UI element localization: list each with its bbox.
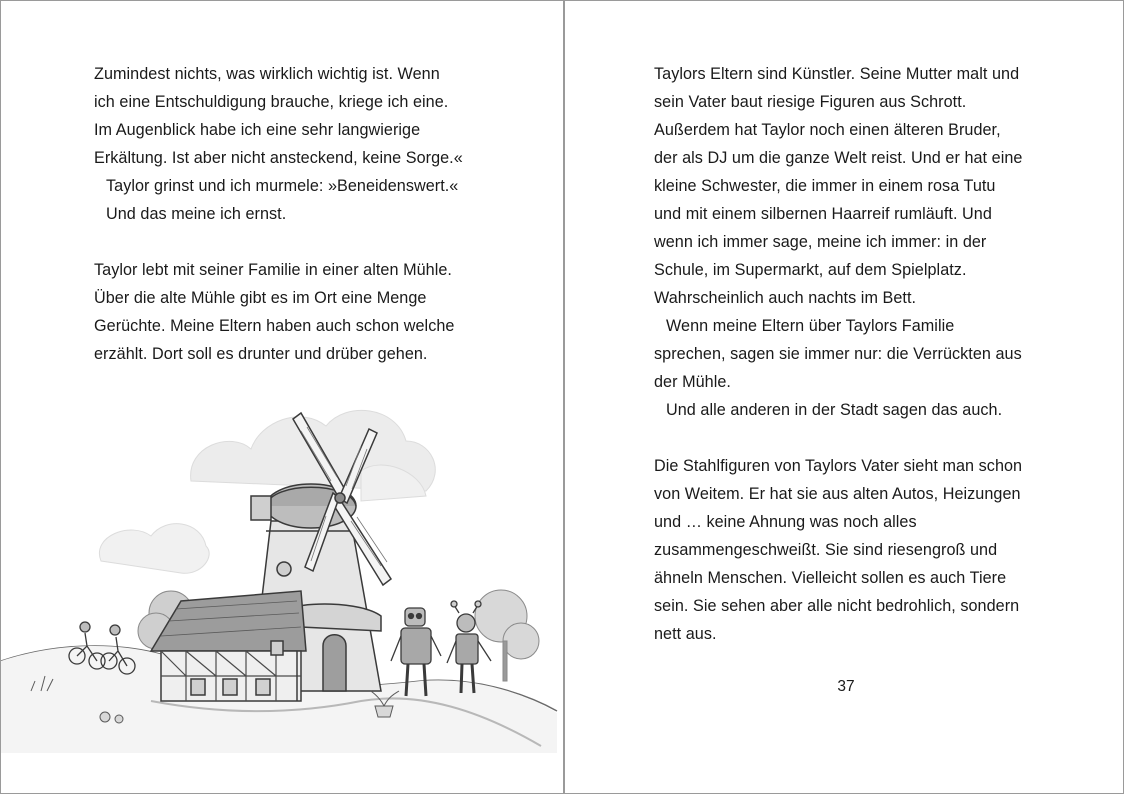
- text-line: Erkältung. Ist aber nicht ansteckend, keine Sorge.«: [94, 149, 463, 167]
- text-line: Wahrscheinlich auch nachts im Bett.: [654, 289, 917, 307]
- text-line: Im Augenblick habe ich eine sehr langwierige: [94, 121, 421, 139]
- text-line: sein Vater baut riesige Figuren aus Schrott.: [654, 93, 967, 111]
- left-page: [1, 1, 563, 793]
- text-line: erzählt. Dort soll es drunter und drüber gehen.: [94, 345, 428, 363]
- text-line: Über die alte Mühle gibt es im Ort eine Menge: [94, 289, 427, 307]
- text-line: Taylor lebt mit seiner Familie in einer alten Mühle.: [94, 261, 452, 279]
- paragraph-gap: [94, 228, 514, 256]
- text-line: Die Stahlfiguren von Taylors Vater sieht man schon: [654, 457, 1023, 475]
- text-line: ähneln Menschen. Vielleicht sollen es auch Tiere: [654, 569, 1007, 587]
- text-line: Und alle anderen in der Stadt sagen das auch.: [666, 401, 1003, 419]
- text-line: sprechen, sagen sie immer nur: die Verrückten aus: [654, 345, 1022, 363]
- text-line: Zumindest nichts, was wirklich wichtig ist. Wenn: [94, 65, 440, 83]
- text-line: und … keine Ahnung was noch alles: [654, 513, 917, 531]
- text-line: von Weitem. Er hat sie aus alten Autos, Heizungen: [654, 485, 1021, 503]
- right-page-text: [654, 60, 1054, 648]
- text-line: und mit einem silbernen Haarreif rumläuft. Und: [654, 205, 992, 223]
- text-line: kleine Schwester, die immer in einem rosa Tutu: [654, 177, 996, 195]
- text-line: Taylor grinst und ich murmele: »Beneidenswert.«: [106, 177, 459, 195]
- text-line: wenn ich immer sage, meine ich immer: in der: [654, 233, 987, 251]
- text-line: der als DJ um die ganze Welt reist. Und er hat eine: [654, 149, 1023, 167]
- text-line: zusammengeschweißt. Sie sind riesengroß und: [654, 541, 998, 559]
- text-line: Und das meine ich ernst.: [106, 205, 287, 223]
- text-line: Schule, im Supermarkt, auf dem Spielplatz.: [654, 261, 967, 279]
- left-page-text: [94, 60, 514, 368]
- page-number: 37: [837, 678, 855, 695]
- text-line: der Mühle.: [654, 373, 731, 391]
- text-line: Wenn meine Eltern über Taylors Familie: [666, 317, 955, 335]
- right-page: [565, 1, 1123, 793]
- text-line: Taylors Eltern sind Künstler. Seine Mutter malt und: [654, 65, 1020, 83]
- text-line: nett aus.: [654, 625, 717, 643]
- windmill-illustration: [1, 397, 561, 753]
- text-line: Gerüchte. Meine Eltern haben auch schon welche: [94, 317, 455, 335]
- text-line: ich eine Entschuldigung brauche, kriege ich eine.: [94, 93, 449, 111]
- paragraph-gap: [654, 424, 1054, 452]
- text-line: sein. Sie sehen aber alle nicht bedrohlich, sondern: [654, 597, 1020, 615]
- text-line: Außerdem hat Taylor noch einen älteren Bruder,: [654, 121, 1001, 139]
